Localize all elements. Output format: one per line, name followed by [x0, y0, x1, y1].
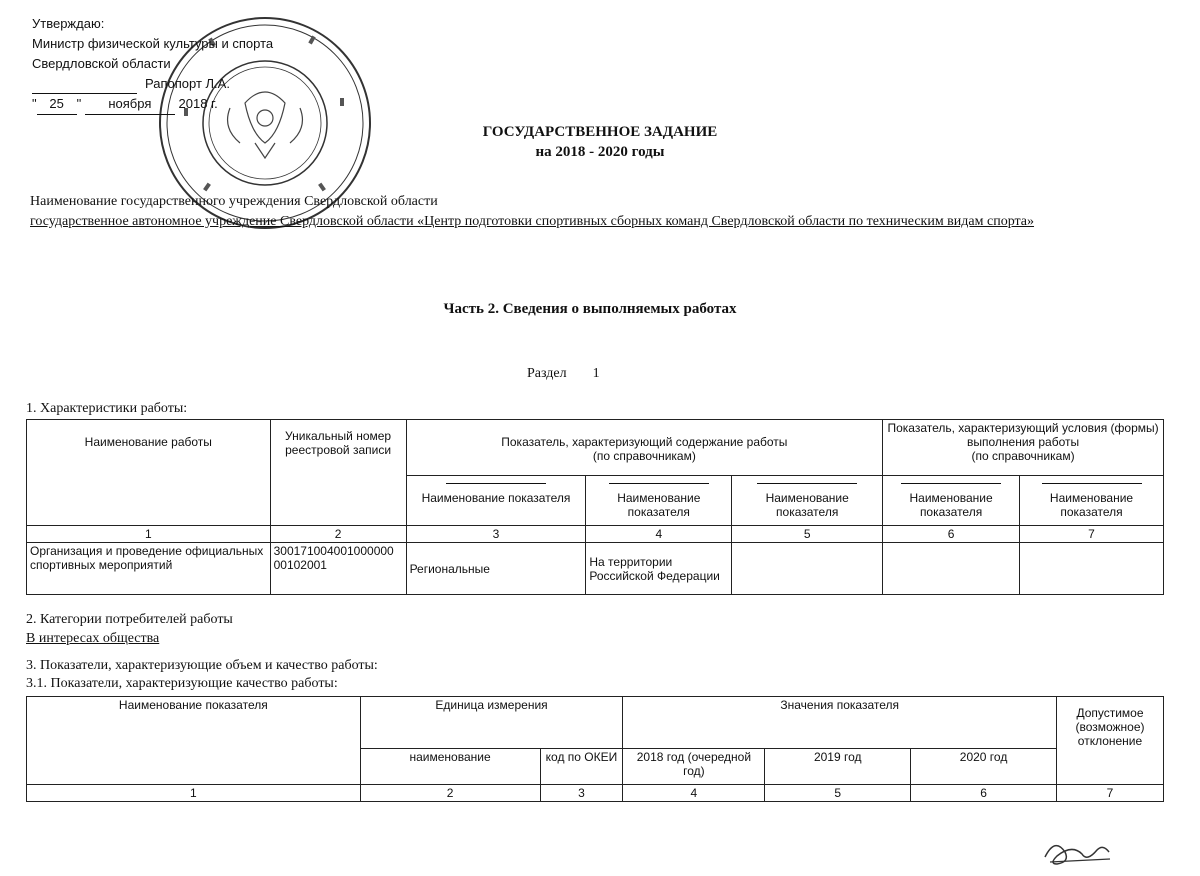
header-year-2018: 2018 год (очередной год): [623, 749, 765, 785]
signature-line: [32, 81, 137, 94]
table-row: [27, 543, 1164, 595]
consumers-heading: 2. Категории потребителей работы: [26, 612, 233, 627]
section-heading: [527, 366, 626, 382]
cell-indicator-3: Региональные: [406, 543, 586, 595]
part-heading: Часть 2. Сведения о выполняемых работах: [443, 301, 737, 317]
cell-indicator-6: [883, 543, 1020, 595]
header-year-2020: 2020 год: [911, 749, 1057, 785]
col-num: 1: [27, 526, 271, 543]
quality-heading: 3.1. Показатели, характеризующие качество работы:: [26, 676, 338, 691]
col-num: 7: [1056, 785, 1163, 802]
approval-line-1: Утверждаю:: [32, 16, 105, 31]
header-content-indicator: Показатель, характеризующий содержание работы (по справочникам): [406, 420, 883, 476]
col-num: 6: [911, 785, 1057, 802]
col-num: 4: [586, 526, 732, 543]
cell-indicator-7: [1020, 543, 1164, 595]
header-year-2019: 2019 год: [765, 749, 911, 785]
quality-table: [26, 696, 1164, 802]
section-number: 1: [592, 366, 600, 381]
date-month: ноября: [85, 94, 175, 115]
col-num: 3: [406, 526, 586, 543]
consumers-value: В интересах общества: [26, 631, 160, 646]
section-label: Раздел: [527, 366, 567, 381]
col-num: 2: [360, 785, 540, 802]
cell-unique-number: 300171004001000000 00102001: [270, 543, 406, 595]
approval-line-3: Свердловской области: [32, 56, 171, 71]
characteristics-table: [26, 419, 1164, 595]
cell-indicator-4: На территории Российской Федерации: [586, 543, 732, 595]
date-quote-open: ": [32, 96, 37, 111]
characteristics-heading: 1. Характеристики работы:: [26, 401, 188, 416]
approval-block: [32, 14, 273, 115]
subheader-5: Наименование показателя: [732, 476, 883, 526]
institution-name-value: государственное автономное учреждение Свердловской области «Центр подготовки спортивных сборных команд Свердловской области по техническим видам спорта»: [30, 214, 1035, 229]
header-indicator-name: Наименование показателя: [27, 697, 361, 785]
col-num: 5: [765, 785, 911, 802]
cell-work-name: Организация и проведение официальных спортивных мероприятий: [27, 543, 271, 595]
col-num: 1: [27, 785, 361, 802]
header-values: Значения показателя: [623, 697, 1057, 749]
header-conditions-indicator: Показатель, характеризующий условия (формы) выполнения работы (по справочникам): [883, 420, 1164, 476]
header-work-name: Наименование работы: [27, 420, 271, 526]
subheader-7: Наименование показателя: [1020, 476, 1164, 526]
subheader-4: Наименование показателя: [586, 476, 732, 526]
document-years: на 2018 - 2020 годы: [535, 144, 665, 160]
col-num: 2: [270, 526, 406, 543]
header-unique-number: Уникальный номер реестровой записи: [270, 420, 406, 526]
col-num: 4: [623, 785, 765, 802]
col-num: 7: [1020, 526, 1164, 543]
cell-indicator-5: [732, 543, 883, 595]
header-unit: Единица измерения: [360, 697, 623, 749]
approval-date: [32, 94, 273, 115]
date-year: 2018 г.: [178, 96, 218, 111]
col-num: 5: [732, 526, 883, 543]
subheader-3: Наименование показателя: [406, 476, 586, 526]
handwritten-initials: [1040, 832, 1120, 872]
approval-signer-row: [32, 74, 273, 94]
document-title: ГОСУДАРСТВЕННОЕ ЗАДАНИЕ: [482, 124, 718, 140]
col-num: 3: [540, 785, 623, 802]
header-deviation: Допустимое (возможное) отклонение: [1056, 697, 1163, 785]
col-num: 6: [883, 526, 1020, 543]
approval-signer: Рапопорт Л.А.: [145, 76, 230, 91]
date-quote-close: ": [76, 96, 82, 111]
header-unit-name: наименование: [360, 749, 540, 785]
volume-quality-heading: 3. Показатели, характеризующие объем и качество работы:: [26, 658, 378, 673]
date-day: 25: [37, 94, 77, 115]
institution-name-label: Наименование государственного учреждения Свердловской области: [30, 194, 438, 209]
header-unit-code: код по ОКЕИ: [540, 749, 623, 785]
consumers-block: [26, 610, 233, 648]
subheader-6: Наименование показателя: [883, 476, 1020, 526]
approval-line-2: Министр физической культуры и спорта: [32, 36, 274, 51]
